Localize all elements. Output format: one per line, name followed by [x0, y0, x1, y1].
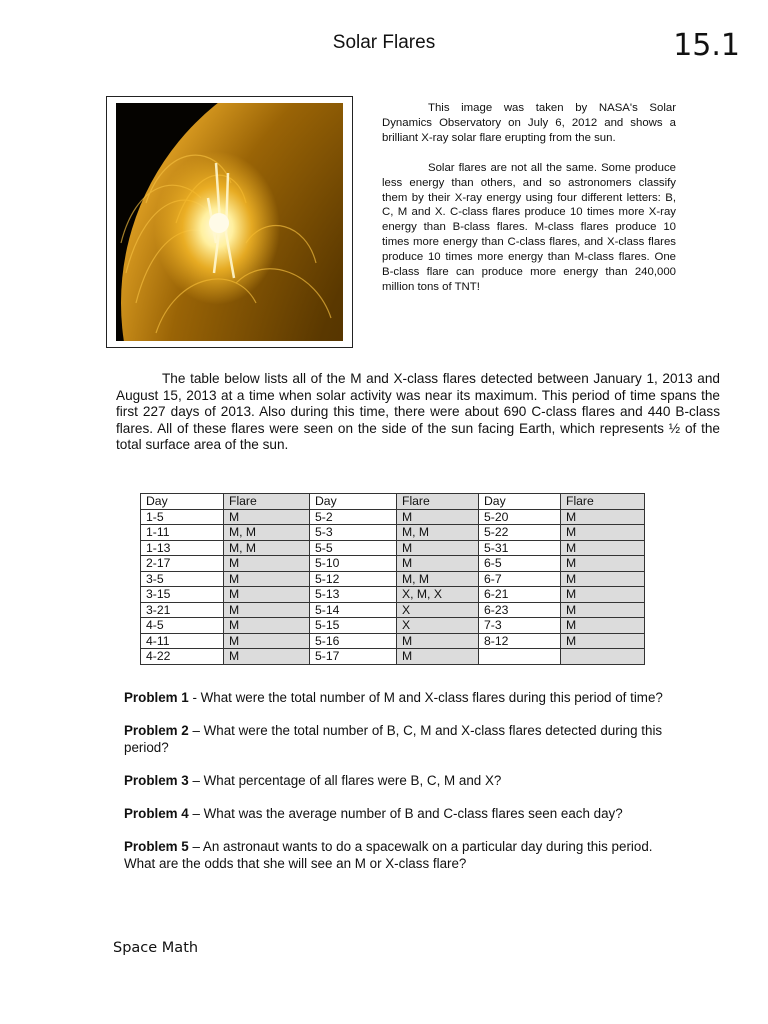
footer-brand: Space Math	[113, 940, 199, 956]
table-header-cell: Day	[141, 494, 224, 510]
table-cell: 6-7	[479, 571, 561, 587]
problem-5	[124, 839, 664, 872]
table-cell: 5-13	[310, 587, 397, 603]
table-cell	[479, 649, 561, 665]
intro-paragraph-1: This image was taken by NASA's Solar Dynamics Observatory on July 6, 2012 and shows a brilliant X-ray solar flare erupting from the sun.	[382, 102, 676, 144]
table-row	[141, 525, 645, 541]
table-cell: 4-11	[141, 633, 224, 649]
table-cell: 3-15	[141, 587, 224, 603]
table-cell: 4-22	[141, 649, 224, 665]
table-cell: 7-3	[479, 618, 561, 634]
table-cell: M	[224, 633, 310, 649]
table-cell: M	[397, 509, 479, 525]
table-cell: M	[561, 556, 645, 572]
table-cell: 5-20	[479, 509, 561, 525]
table-cell: M	[397, 649, 479, 665]
table-cell: 5-17	[310, 649, 397, 665]
problem-list	[124, 690, 664, 889]
table-cell: M	[397, 540, 479, 556]
problem-text: – What was the average number of B and C-class flares seen each day?	[188, 805, 623, 821]
table-cell: M, M	[224, 540, 310, 556]
problem-label: Problem 2	[124, 723, 189, 739]
problem-text: – An astronaut wants to do a spacewalk on a particular day during this period. What are the odds that she will see an M or X-class flare?	[124, 838, 653, 871]
table-cell: 5-15	[310, 618, 397, 634]
table-cell: M	[224, 571, 310, 587]
problem-4	[124, 806, 664, 823]
table-cell: X, M, X	[397, 587, 479, 603]
table-cell: 3-5	[141, 571, 224, 587]
table-row	[141, 571, 645, 587]
table-row	[141, 618, 645, 634]
table-cell: M	[561, 525, 645, 541]
table-cell: 5-12	[310, 571, 397, 587]
table-cell: M	[224, 602, 310, 618]
table-cell: M, M	[397, 571, 479, 587]
table-cell: M	[397, 556, 479, 572]
table-row	[141, 602, 645, 618]
table-cell: 5-31	[479, 540, 561, 556]
table-cell: 5-2	[310, 509, 397, 525]
table-cell: M	[561, 587, 645, 603]
table-cell: M	[561, 618, 645, 634]
table-cell: 5-3	[310, 525, 397, 541]
table-cell: M	[224, 618, 310, 634]
table-cell: M	[561, 633, 645, 649]
problem-text: – What percentage of all flares were B, C, M and X?	[188, 772, 502, 788]
table-cell: 3-21	[141, 602, 224, 618]
table-row	[141, 649, 645, 665]
table-cell: 6-23	[479, 602, 561, 618]
table-cell: M, M	[224, 525, 310, 541]
table-cell: 5-5	[310, 540, 397, 556]
table-row	[141, 509, 645, 525]
problem-label: Problem 4	[124, 805, 189, 821]
table-cell: M	[561, 602, 645, 618]
table-cell: 1-11	[141, 525, 224, 541]
problem-text: – What were the total number of B, C, M and X-class flares detected during this period?	[124, 723, 663, 755]
problem-label: Problem 1	[124, 690, 189, 705]
solar-flare-image	[116, 103, 343, 341]
table-cell: M	[224, 509, 310, 525]
table-cell: 1-5	[141, 509, 224, 525]
table-cell: 1-13	[141, 540, 224, 556]
page-number: 15.1	[673, 28, 740, 63]
table-cell: 5-22	[479, 525, 561, 541]
table-cell: 4-5	[141, 618, 224, 634]
table-cell: M	[561, 571, 645, 587]
page-title: Solar Flares	[332, 32, 436, 53]
table-cell: M, M	[397, 525, 479, 541]
problem-text: - What were the total number of M and X-class flares during this period of time?	[188, 690, 663, 705]
problem-label: Problem 3	[124, 772, 189, 788]
table-cell: X	[397, 618, 479, 634]
problem-label: Problem 5	[124, 838, 189, 854]
table-cell	[561, 649, 645, 665]
table-row	[141, 587, 645, 603]
table-cell: M	[224, 556, 310, 572]
problem-3	[124, 773, 664, 790]
table-header-cell: Day	[310, 494, 397, 510]
table-row	[141, 540, 645, 556]
table-header-cell: Flare	[224, 494, 310, 510]
table-cell: M	[224, 649, 310, 665]
table-cell: M	[561, 540, 645, 556]
table-header-cell: Day	[479, 494, 561, 510]
table-intro-paragraph: The table below lists all of the M and X-class flares detected between January 1, 2013 and August 15, 2013 at a time when solar activity was near its maximum. This period of time spans the first 227 days of 2013. Also during this time, there were about 690 C-class flares and 440 B-class flares. All of these flares were seen on the side of the sun facing Earth, which represents ½ of the total surface area of the sun.	[116, 371, 720, 453]
table-row	[141, 633, 645, 649]
table-row	[141, 556, 645, 572]
table-cell: 5-10	[310, 556, 397, 572]
table-cell: 8-12	[479, 633, 561, 649]
intro-paragraph-2: Solar flares are not all the same. Some produce less energy than others, and so astronomers classify them by their X-ray energy using four different letters: B, C, M and X. C-class flares produce 10 times more X-ray energy than B-class flares. M-class flares produce 10 times more energy than C-class flares, and X-class flares produce 10 times more energy than M-class flares. One B-class flare can produce more energy than 240,000 million tons of TNT!	[382, 161, 676, 293]
table-cell: M	[561, 509, 645, 525]
intro-text	[382, 101, 676, 310]
table-cell: 5-14	[310, 602, 397, 618]
table-header-cell: Flare	[397, 494, 479, 510]
table-cell: 5-16	[310, 633, 397, 649]
table-cell: M	[224, 587, 310, 603]
table-cell: 6-5	[479, 556, 561, 572]
table-header-cell: Flare	[561, 494, 645, 510]
problem-1	[124, 690, 664, 707]
solar-flare-image-frame	[106, 96, 353, 348]
problem-2	[124, 723, 664, 756]
table-header-row	[141, 494, 645, 510]
table-cell: 2-17	[141, 556, 224, 572]
table-cell: 6-21	[479, 587, 561, 603]
flare-table	[140, 493, 645, 665]
table-cell: M	[397, 633, 479, 649]
table-cell: X	[397, 602, 479, 618]
